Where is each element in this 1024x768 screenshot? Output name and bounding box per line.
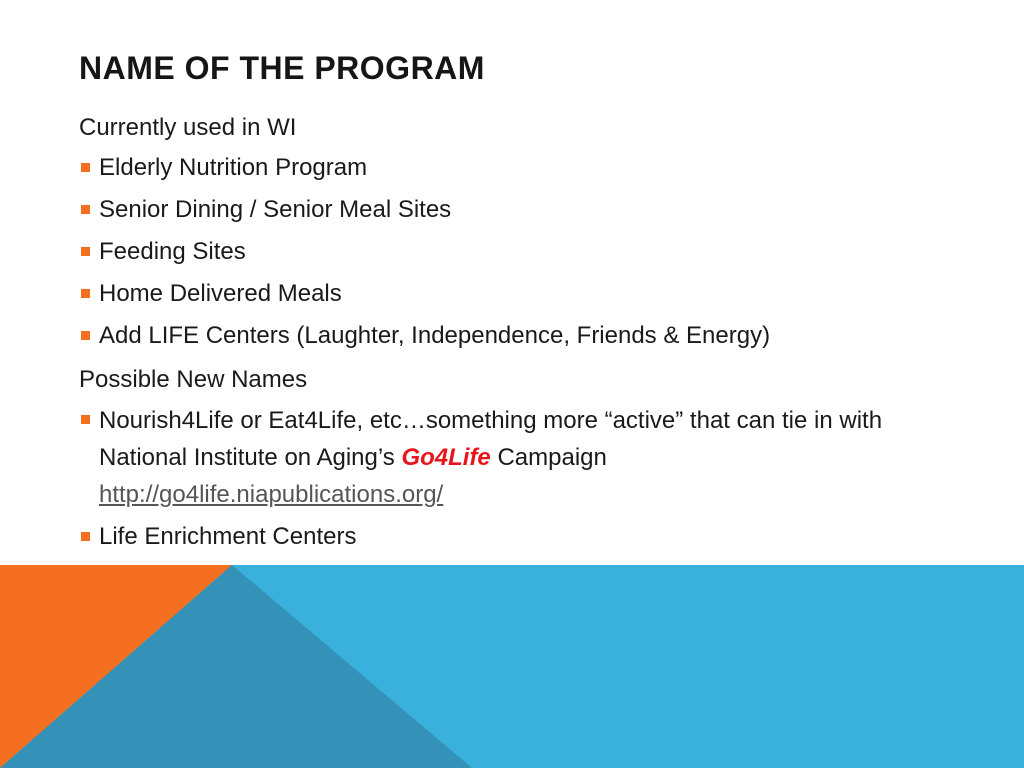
slide-content [79, 112, 959, 561]
section-heading-new: Possible New Names [79, 366, 308, 393]
bullet-square-icon [81, 205, 90, 214]
go4life-highlight: Go4Life [401, 444, 491, 471]
slide-title: NAME OF THE PROGRAM [79, 50, 485, 86]
list-item: Elderly Nutrition Program [79, 150, 959, 186]
section-heading-current: Currently used in WI [79, 114, 297, 141]
list-item: Senior Dining / Senior Meal Sites [79, 192, 959, 228]
list-item: Nourish4Life or Eat4Life, etc…something more “active” that can tie in with National Institute on Aging’s Go4Life Campaign http://go4life.niapublications.org/ [79, 402, 959, 513]
list-item: Feeding Sites [79, 234, 959, 270]
bullet-square-icon [81, 331, 90, 340]
bullet-square-icon [81, 415, 90, 424]
new-names-list [79, 402, 959, 555]
bullet-square-icon [81, 532, 90, 541]
list-item: Life Enrichment Centers [79, 519, 959, 555]
list-item: Home Delivered Meals [79, 276, 959, 312]
current-names-list [79, 150, 959, 354]
decorative-band [0, 565, 1024, 768]
list-item: Add LIFE Centers (Laughter, Independence, Friends & Energy) [79, 318, 959, 354]
bullet-square-icon [81, 247, 90, 256]
bullet-square-icon [81, 289, 90, 298]
go4life-link[interactable]: http://go4life.niapublications.org/ [99, 481, 444, 508]
bullet-square-icon [81, 163, 90, 172]
